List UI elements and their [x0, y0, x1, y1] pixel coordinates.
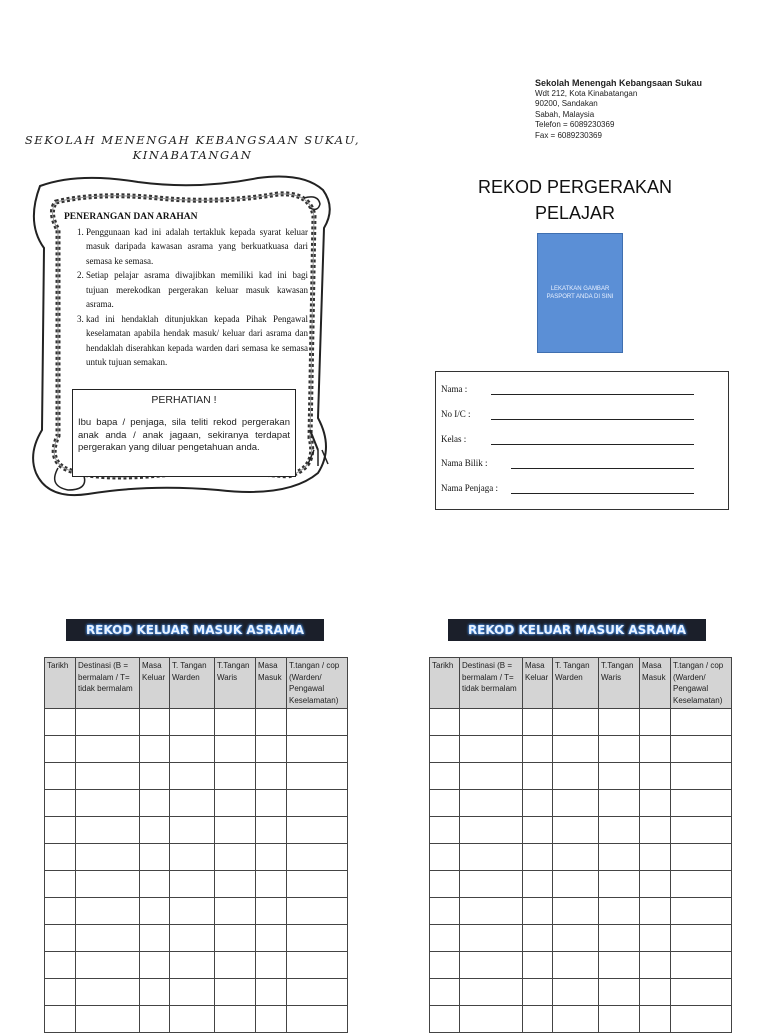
table-cell[interactable] — [640, 979, 671, 1006]
table-cell[interactable] — [45, 790, 76, 817]
table-cell[interactable] — [640, 790, 671, 817]
instructions-heading: PENERANGAN DAN ARAHAN — [64, 212, 198, 222]
record-table-right — [429, 657, 732, 1033]
table-cell[interactable] — [45, 736, 76, 763]
table-cell[interactable] — [553, 736, 599, 763]
table-row — [430, 763, 732, 790]
table-cell[interactable] — [599, 952, 640, 979]
table-cell[interactable] — [430, 952, 460, 979]
table-cell[interactable] — [45, 709, 76, 736]
table-cell[interactable] — [45, 979, 76, 1006]
table-cell[interactable] — [671, 817, 732, 844]
info-input-line[interactable] — [491, 394, 694, 395]
col-masa-keluar: Masa Keluar — [140, 658, 170, 709]
table-row — [45, 1006, 348, 1033]
info-label: Kelas : — [441, 434, 467, 444]
table-cell[interactable] — [430, 817, 460, 844]
table-cell[interactable] — [76, 979, 140, 1006]
table-cell[interactable] — [553, 925, 599, 952]
col-ttangan-cop: T.tangan / cop (Warden/ Pengawal Keselamatan) — [671, 658, 732, 709]
table-cell[interactable] — [287, 763, 348, 790]
table-cell[interactable] — [640, 817, 671, 844]
table-cell[interactable] — [170, 817, 215, 844]
col-destinasi: Destinasi (B = bermalam / T= tidak bermalam — [460, 658, 523, 709]
table-cell[interactable] — [523, 790, 553, 817]
col-ttangan-waris: T.Tangan Waris — [215, 658, 256, 709]
table-cell[interactable] — [460, 1006, 523, 1033]
table-row — [430, 736, 732, 763]
table-cell[interactable] — [287, 979, 348, 1006]
table-cell[interactable] — [553, 871, 599, 898]
table-cell[interactable] — [170, 763, 215, 790]
table-cell[interactable] — [460, 763, 523, 790]
table-cell[interactable] — [460, 925, 523, 952]
table-cell[interactable] — [430, 709, 460, 736]
table-cell[interactable] — [671, 709, 732, 736]
table-cell[interactable] — [140, 871, 170, 898]
table-cell[interactable] — [170, 925, 215, 952]
table-cell[interactable] — [76, 1006, 140, 1033]
table-cell[interactable] — [599, 871, 640, 898]
table-cell[interactable] — [215, 871, 256, 898]
table-row — [430, 925, 732, 952]
table-cell[interactable] — [215, 790, 256, 817]
passport-photo-placeholder — [537, 233, 623, 353]
table-row — [430, 790, 732, 817]
table-cell[interactable] — [215, 736, 256, 763]
table-cell[interactable] — [76, 763, 140, 790]
table-cell[interactable] — [599, 817, 640, 844]
table-cell[interactable] — [256, 763, 287, 790]
col-ttangan-warden: T. Tangan Warden — [553, 658, 599, 709]
table-cell[interactable] — [553, 1006, 599, 1033]
table-banner-left: REKOD KELUAR MASUK ASRAMA — [66, 619, 324, 641]
table-cell[interactable] — [45, 952, 76, 979]
table-cell[interactable] — [140, 1006, 170, 1033]
col-ttangan-waris: T.Tangan Waris — [599, 658, 640, 709]
info-field-bilik — [441, 458, 694, 470]
info-input-line[interactable] — [511, 468, 694, 469]
table-cell[interactable] — [256, 817, 287, 844]
table-row — [45, 844, 348, 871]
table-cell[interactable] — [215, 925, 256, 952]
table-cell[interactable] — [215, 952, 256, 979]
table-cell[interactable] — [256, 898, 287, 925]
table-cell[interactable] — [460, 709, 523, 736]
table-cell[interactable] — [45, 871, 76, 898]
table-header-row — [430, 658, 732, 709]
table-cell[interactable] — [671, 871, 732, 898]
table-cell[interactable] — [460, 790, 523, 817]
table-cell[interactable] — [430, 1006, 460, 1033]
table-row — [45, 898, 348, 925]
table-cell[interactable] — [140, 763, 170, 790]
table-cell[interactable] — [523, 709, 553, 736]
table-cell[interactable] — [599, 898, 640, 925]
table-cell[interactable] — [45, 844, 76, 871]
record-table-left — [44, 657, 348, 1033]
table-cell[interactable] — [140, 844, 170, 871]
table-cell[interactable] — [460, 952, 523, 979]
table-cell[interactable] — [287, 925, 348, 952]
table-cell[interactable] — [523, 979, 553, 1006]
table-cell[interactable] — [45, 1006, 76, 1033]
table-cell[interactable] — [671, 763, 732, 790]
table-cell[interactable] — [215, 709, 256, 736]
table-cell[interactable] — [523, 871, 553, 898]
address-line: Telefon = 6089230369 — [535, 120, 615, 129]
col-ttangan-cop: T.tangan / cop (Warden/ Pengawal Keselamatan) — [287, 658, 348, 709]
col-tarikh: Tarikh — [430, 658, 460, 709]
table-cell[interactable] — [671, 898, 732, 925]
info-label: No I/C : — [441, 409, 471, 419]
address-line: Fax = 6089230369 — [535, 130, 602, 140]
table-cell[interactable] — [671, 736, 732, 763]
table-cell[interactable] — [460, 844, 523, 871]
school-heading — [20, 133, 365, 163]
table-cell[interactable] — [215, 979, 256, 1006]
table-cell[interactable] — [140, 898, 170, 925]
table-row — [430, 709, 732, 736]
table-cell[interactable] — [553, 898, 599, 925]
table-cell[interactable] — [287, 736, 348, 763]
photo-placeholder-text: LEKATKAN GAMBAR PASPORT ANDA DI SINI — [546, 286, 614, 300]
table-cell[interactable] — [599, 979, 640, 1006]
table-cell[interactable] — [140, 790, 170, 817]
table-cell[interactable] — [553, 709, 599, 736]
rekod-title-line2: PELAJAR — [534, 203, 616, 223]
info-input-line[interactable] — [491, 419, 694, 420]
table-cell[interactable] — [460, 898, 523, 925]
table-cell[interactable] — [287, 844, 348, 871]
table-cell[interactable] — [430, 844, 460, 871]
table-cell[interactable] — [553, 790, 599, 817]
table-header-row — [45, 658, 348, 709]
table-cell[interactable] — [140, 979, 170, 1006]
table-cell[interactable] — [170, 844, 215, 871]
address-line: Wdt 212, Kota Kinabatangan — [535, 88, 638, 98]
school-address-name: Sekolah Menengah Kebangsaan Sukau — [535, 78, 703, 88]
table-row — [430, 898, 732, 925]
table-cell[interactable] — [287, 871, 348, 898]
table-cell[interactable] — [76, 952, 140, 979]
school-heading-line1: SEKOLAH MENENGAH KEBANGSAAN SUKAU, — [24, 133, 361, 147]
table-row — [430, 844, 732, 871]
instructions-list — [64, 225, 308, 370]
table-row — [45, 952, 348, 979]
table-cell[interactable] — [140, 952, 170, 979]
table-cell[interactable] — [170, 871, 215, 898]
rekod-title-line1: REKOD PERGERAKAN — [477, 177, 673, 197]
table-row — [45, 925, 348, 952]
info-input-line[interactable] — [491, 444, 694, 445]
rekod-title — [470, 174, 680, 226]
table-cell[interactable] — [287, 709, 348, 736]
table-cell[interactable] — [671, 844, 732, 871]
table-row — [430, 817, 732, 844]
table-cell[interactable] — [671, 952, 732, 979]
info-label: Nama Bilik : — [441, 458, 488, 468]
table-cell[interactable] — [45, 925, 76, 952]
table-cell[interactable] — [215, 844, 256, 871]
info-input-line[interactable] — [511, 493, 694, 494]
table-cell[interactable] — [523, 844, 553, 871]
table-cell[interactable] — [460, 871, 523, 898]
table-cell[interactable] — [640, 871, 671, 898]
table-cell[interactable] — [76, 817, 140, 844]
col-masa-keluar: Masa Keluar — [523, 658, 553, 709]
table-cell[interactable] — [523, 736, 553, 763]
table-cell[interactable] — [640, 844, 671, 871]
table-cell[interactable] — [599, 736, 640, 763]
table-cell[interactable] — [553, 763, 599, 790]
table-row — [45, 817, 348, 844]
table-cell[interactable] — [256, 736, 287, 763]
table-cell[interactable] — [76, 925, 140, 952]
table-cell[interactable] — [460, 979, 523, 1006]
table-row — [45, 979, 348, 1006]
table-cell[interactable] — [76, 898, 140, 925]
table-cell[interactable] — [430, 871, 460, 898]
school-address — [535, 78, 702, 141]
table-cell[interactable] — [430, 763, 460, 790]
perhatian-title: PERHATIAN ! — [151, 394, 217, 406]
perhatian-body: Ibu bapa / penjaga, sila teliti rekod pergerakan anak anda / anak jagaan, sekiranya terdapat pergerakan yang diluar pengetahuan anda. — [78, 417, 290, 453]
table-cell[interactable] — [140, 736, 170, 763]
student-info-box — [435, 371, 729, 510]
table-cell[interactable] — [640, 1006, 671, 1033]
table-cell[interactable] — [140, 817, 170, 844]
info-label: Nama Penjaga : — [441, 483, 498, 493]
table-cell[interactable] — [215, 1006, 256, 1033]
table-cell[interactable] — [140, 925, 170, 952]
table-cell[interactable] — [256, 871, 287, 898]
table-cell[interactable] — [671, 979, 732, 1006]
table-cell[interactable] — [553, 817, 599, 844]
table-cell[interactable] — [523, 952, 553, 979]
table-cell[interactable] — [170, 898, 215, 925]
info-field-noic — [441, 409, 694, 421]
table-cell[interactable] — [671, 1006, 732, 1033]
table-cell[interactable] — [76, 709, 140, 736]
table-cell[interactable] — [523, 763, 553, 790]
table-cell[interactable] — [430, 736, 460, 763]
table-cell[interactable] — [256, 1006, 287, 1033]
table-cell[interactable] — [553, 979, 599, 1006]
table-cell[interactable] — [170, 1006, 215, 1033]
table-cell[interactable] — [553, 952, 599, 979]
table-cell[interactable] — [45, 817, 76, 844]
table-row — [430, 871, 732, 898]
col-ttangan-warden: T. Tangan Warden — [170, 658, 215, 709]
table-cell[interactable] — [460, 817, 523, 844]
table-cell[interactable] — [523, 1006, 553, 1033]
table-cell[interactable] — [671, 925, 732, 952]
table-cell[interactable] — [599, 844, 640, 871]
table-cell[interactable] — [76, 736, 140, 763]
table-cell[interactable] — [287, 790, 348, 817]
table-row — [430, 952, 732, 979]
table-row — [45, 736, 348, 763]
instructions — [64, 210, 308, 370]
table-cell[interactable] — [640, 952, 671, 979]
table-cell[interactable] — [430, 790, 460, 817]
table-cell[interactable] — [287, 898, 348, 925]
table-cell[interactable] — [256, 979, 287, 1006]
table-row — [45, 790, 348, 817]
table-cell[interactable] — [76, 790, 140, 817]
table-cell[interactable] — [430, 979, 460, 1006]
table-cell[interactable] — [256, 952, 287, 979]
instruction-item: 3. kad ini hendaklah ditunjukkan kepada Pihak Pengawal keselamatan apabila hendak masuk/ keluar dari asrama dan hendaklah diserahkan kepada warden dari semasa ke semasa untuk tujuan semakan. — [86, 312, 308, 370]
table-cell[interactable] — [599, 925, 640, 952]
col-tarikh: Tarikh — [45, 658, 76, 709]
table-cell[interactable] — [256, 790, 287, 817]
table-cell[interactable] — [640, 925, 671, 952]
perhatian-box — [72, 389, 296, 477]
table-cell[interactable] — [215, 898, 256, 925]
address-line: Sabah, Malaysia — [535, 109, 595, 119]
table-cell[interactable] — [76, 844, 140, 871]
table-cell[interactable] — [599, 790, 640, 817]
table-cell[interactable] — [170, 952, 215, 979]
table-cell[interactable] — [76, 871, 140, 898]
table-cell[interactable] — [170, 736, 215, 763]
info-field-penjaga — [441, 483, 694, 495]
table-cell[interactable] — [45, 763, 76, 790]
address-line: 90200, Sandakan — [535, 99, 598, 108]
instruction-item: 2. Setiap pelajar asrama diwajibkan memiliki kad ini bagi tujuan merekodkan pergerakan keluar masuk kawasan asrama. — [86, 268, 308, 312]
table-cell[interactable] — [45, 898, 76, 925]
table-cell[interactable] — [287, 1006, 348, 1033]
table-cell[interactable] — [140, 709, 170, 736]
table-cell[interactable] — [287, 817, 348, 844]
table-cell[interactable] — [170, 709, 215, 736]
school-heading-line2: KINABATANGAN — [132, 148, 253, 162]
table-row — [45, 709, 348, 736]
table-cell[interactable] — [430, 898, 460, 925]
table-cell[interactable] — [170, 790, 215, 817]
col-masa-masuk: Masa Masuk — [640, 658, 671, 709]
table-cell[interactable] — [523, 925, 553, 952]
table-cell[interactable] — [599, 1006, 640, 1033]
table-row — [45, 763, 348, 790]
table-cell[interactable] — [256, 925, 287, 952]
col-masa-masuk: Masa Masuk — [256, 658, 287, 709]
table-cell[interactable] — [523, 898, 553, 925]
table-cell[interactable] — [287, 952, 348, 979]
instruction-item: 1. Penggunaan kad ini adalah tertakluk kepada syarat keluar masuk daripada kawasan asrama yang berkuatkuasa dari semasa ke semasa. — [86, 225, 308, 269]
table-cell[interactable] — [640, 736, 671, 763]
table-cell[interactable] — [553, 844, 599, 871]
table-cell[interactable] — [671, 790, 732, 817]
table-cell[interactable] — [215, 763, 256, 790]
table-cell[interactable] — [430, 925, 460, 952]
info-field-nama — [441, 384, 694, 396]
table-banner-right: REKOD KELUAR MASUK ASRAMA — [448, 619, 706, 641]
table-cell[interactable] — [640, 898, 671, 925]
table-cell[interactable] — [640, 709, 671, 736]
table-row — [45, 871, 348, 898]
info-field-kelas — [441, 434, 694, 446]
table-cell[interactable] — [640, 763, 671, 790]
table-cell[interactable] — [460, 736, 523, 763]
table-cell[interactable] — [599, 709, 640, 736]
table-row — [430, 979, 732, 1006]
table-row — [430, 1006, 732, 1033]
table-cell[interactable] — [215, 817, 256, 844]
table-cell[interactable] — [170, 979, 215, 1006]
col-destinasi: Destinasi (B = bermalam / T= tidak bermalam — [76, 658, 140, 709]
table-cell[interactable] — [523, 817, 553, 844]
table-cell[interactable] — [256, 709, 287, 736]
table-cell[interactable] — [599, 763, 640, 790]
info-label: Nama : — [441, 384, 468, 394]
table-cell[interactable] — [256, 844, 287, 871]
